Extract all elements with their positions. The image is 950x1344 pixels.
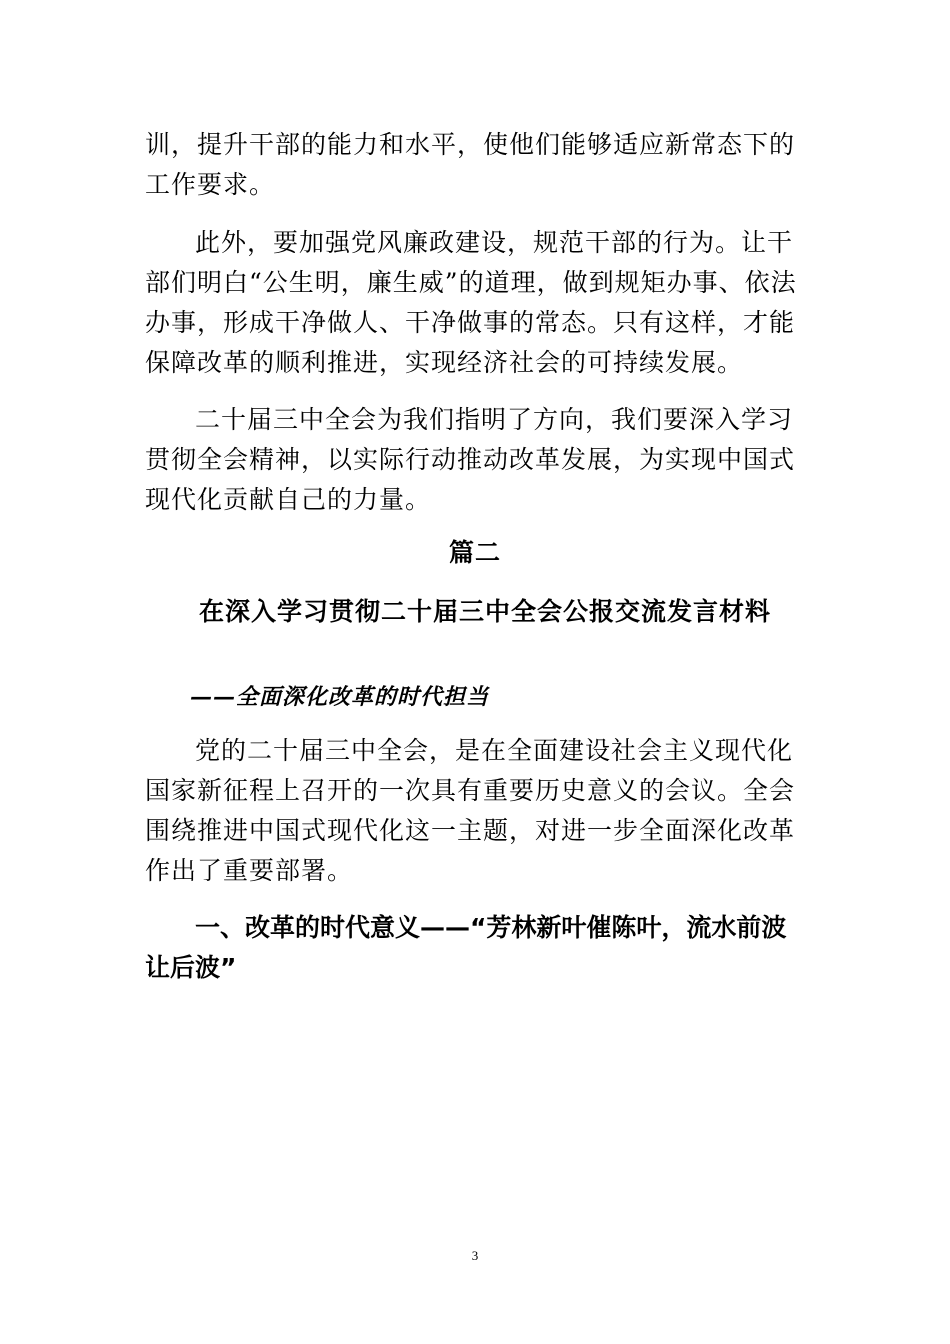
paragraph-continued: 训，提升干部的能力和水平，使他们能够适应新常态下的工作要求。 bbox=[145, 130, 796, 199]
document-subtitle: ——全面深化改革的时代担当 bbox=[190, 684, 490, 710]
page-number: 3 bbox=[471, 1248, 479, 1263]
heading-level-1: 一、改革的时代意义——“芳林新叶催陈叶，流水前波让后波” bbox=[145, 913, 787, 982]
paragraph-conclusion: 二十届三中全会为我们指明了方向，我们要深入学习贯彻全会精神，以实际行动推动改革发展，为实现中国式现代化贡献自己的力量。 bbox=[145, 405, 796, 514]
document-title: 在深入学习贯彻二十届三中全会公报交流发言材料 bbox=[198, 597, 771, 626]
intro-paragraph: 党的二十届三中全会，是在全面建设社会主义现代化国家新征程上召开的一次具有重要历史意义的会议。全会围绕推进中国式现代化这一主题，对进一步全面深化改革作出了重要部署。 bbox=[145, 736, 796, 885]
section-label: 篇二 bbox=[448, 538, 501, 567]
paragraph-integrity: 此外，要加强党风廉政建设，规范干部的行为。让干部们明白“公生明，廉生威”的道理，做到规矩办事、依法 办事，形成干净做人、干净做事的常态。只有这样，才能 保障改革的顺利推进，实现经济社会的可持续发展。 bbox=[145, 228, 797, 377]
